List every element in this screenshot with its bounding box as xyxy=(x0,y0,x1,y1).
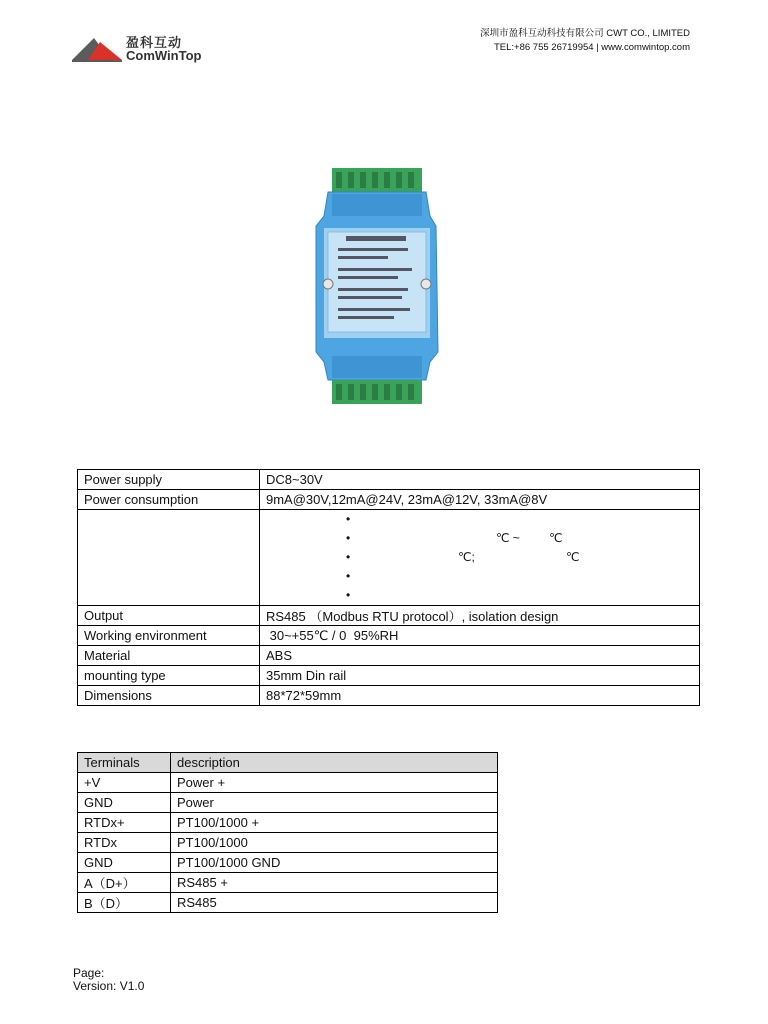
terminal-name: RTDx xyxy=(78,833,171,853)
logo-mountain-icon xyxy=(70,32,124,66)
table-row xyxy=(78,853,498,873)
company-name: 深圳市盈科互动科技有限公司 CWT CO., LIMITED xyxy=(480,28,690,39)
table-row xyxy=(78,893,498,913)
terminal-name: +V xyxy=(78,773,171,793)
page-footer xyxy=(73,967,144,993)
product-module-image xyxy=(306,166,448,406)
bullet-list xyxy=(266,510,699,605)
table-row xyxy=(78,773,498,793)
spec-value: 88*72*59mm xyxy=(260,686,700,706)
contact-info: TEL:+86 755 26719954 | www.comwintop.com xyxy=(493,42,690,53)
list-item: • ℃ ~ ℃ xyxy=(346,531,563,545)
terminal-name: B（D） xyxy=(78,893,171,913)
spec-value: DC8~30V xyxy=(260,470,700,490)
spec-key: mounting type xyxy=(78,666,260,686)
table-header-row xyxy=(78,753,498,773)
list-item: • ℃; ℃ xyxy=(346,550,580,564)
terminal-name: A（D+） xyxy=(78,873,171,893)
list-item: • xyxy=(346,569,351,583)
spec-value: 30~+55℃ / 0 95%RH xyxy=(260,626,700,646)
spec-value: ABS xyxy=(260,646,700,666)
table-row xyxy=(78,626,700,646)
terminal-description: PT100/1000 xyxy=(171,833,498,853)
spec-key xyxy=(78,510,260,606)
column-header: Terminals xyxy=(78,753,171,773)
terminal-description: Power + xyxy=(171,773,498,793)
list-item: • xyxy=(346,588,351,602)
terminal-description: RS485 xyxy=(171,893,498,913)
company-logo xyxy=(70,30,230,70)
table-row xyxy=(78,666,700,686)
terminal-description: PT100/1000 + xyxy=(171,813,498,833)
list-item: • xyxy=(346,512,351,526)
table-row xyxy=(78,873,498,893)
terminal-description: PT100/1000 GND xyxy=(171,853,498,873)
spec-bullet-cell xyxy=(260,510,700,606)
table-row xyxy=(78,793,498,813)
table-row xyxy=(78,686,700,706)
table-row xyxy=(78,813,498,833)
logo-chinese-text: 盈科互动 xyxy=(126,35,183,50)
terminal-description: RS485 + xyxy=(171,873,498,893)
spec-key: Working environment xyxy=(78,626,260,646)
spec-key: Power supply xyxy=(78,470,260,490)
spec-value: 9mA@30V,12mA@24V, 23mA@12V, 33mA@8V xyxy=(260,490,700,510)
specification-table xyxy=(77,469,700,706)
table-row xyxy=(78,833,498,853)
spec-key: Output xyxy=(78,606,260,626)
version-label: Version: V1.0 xyxy=(73,979,145,993)
table-row xyxy=(78,470,700,490)
terminal-name: RTDx+ xyxy=(78,813,171,833)
header-contact xyxy=(480,27,690,55)
table-row xyxy=(78,510,700,606)
spec-key: Material xyxy=(78,646,260,666)
logo-english-text: ComWinTop xyxy=(126,48,202,63)
terminal-table xyxy=(77,752,498,913)
page-number-label: Page: xyxy=(73,966,105,980)
terminal-name: GND xyxy=(78,853,171,873)
spec-key: Dimensions xyxy=(78,686,260,706)
table-row xyxy=(78,490,700,510)
table-row xyxy=(78,606,700,626)
table-row xyxy=(78,646,700,666)
column-header: description xyxy=(171,753,498,773)
spec-value: 35mm Din rail xyxy=(260,666,700,686)
terminal-name: GND xyxy=(78,793,171,813)
spec-value: RS485 （Modbus RTU protocol）, isolation design xyxy=(260,606,700,626)
terminal-description: Power xyxy=(171,793,498,813)
spec-key: Power consumption xyxy=(78,490,260,510)
